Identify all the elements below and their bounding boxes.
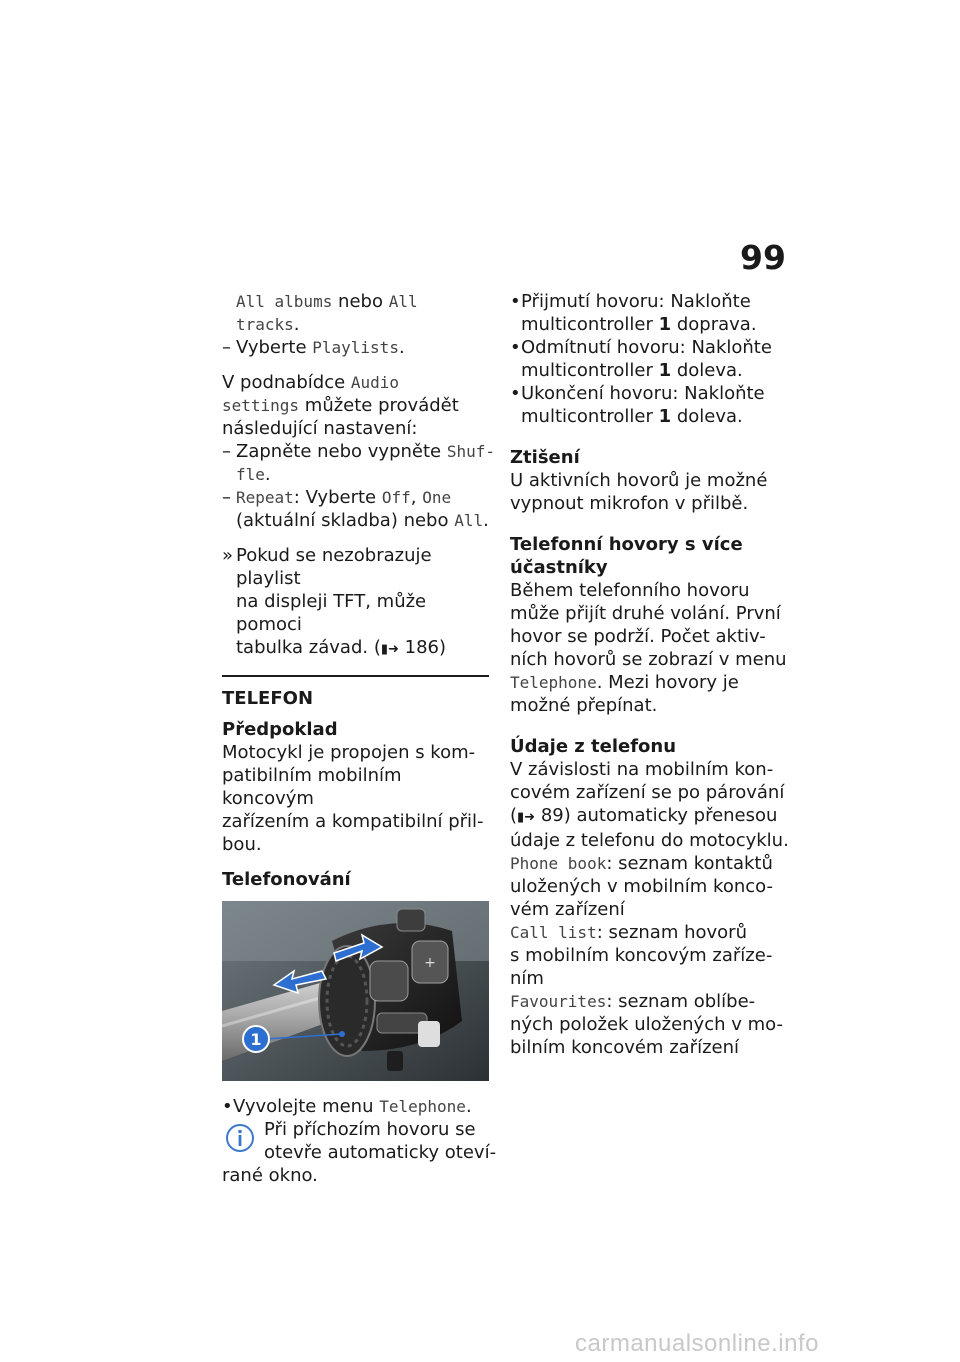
page-number: 99: [740, 238, 786, 277]
list-item-shuffle: – Zapněte nebo vypněte Shuf-: [222, 441, 496, 462]
handlebar-controls-photo: [222, 901, 489, 1081]
callout-number: 1: [250, 1030, 262, 1049]
info-icon: [224, 1122, 256, 1154]
watermark: carmanualsonline.info: [575, 1330, 819, 1357]
page-ref-arrow-icon: ▮➜: [380, 642, 399, 657]
heading-conference: Telefonní hovory s více účastníky: [510, 534, 743, 578]
code-all-albums: All albums: [236, 292, 333, 311]
bullet-end-call: • Ukončení hovoru: Nakloňte multicontroller 1 doleva.: [510, 383, 765, 427]
section-divider: [222, 675, 489, 677]
heading-predpoklad: Předpoklad: [222, 719, 338, 740]
list-item-playlists: – Vyberte Playlists.: [222, 337, 405, 358]
left-column: All albums nebo All tracks. – Vyberte Playlists. V podnabídce Audio settings můžete provádět následující nastavení: – Zapněte nebo vypněte Shuf- fle. – Repeat: Vyberte Off, One (aktuální skladba) nebo All. » Pokud se nezobrazuje playlist na displeji TFT, může pomoci tabulka závad. (▮➜ 186) TELEFON Předpoklad Motocykl je propojen s kom- patibilním mobilním koncovým zařízením a kompatibilní přil- bou. Telefonování + 1 • Vyvolejte menu Telephone. Při příchozím hovoru se otevře automaticky oteví- rané okno.: [222, 291, 497, 1186]
list-item-repeat: – Repeat: Vyberte Off, One: [222, 487, 452, 508]
audio-settings-intro: V podnabídce Audio settings můžete provádět následující nastavení:: [222, 372, 459, 439]
conference-text: Během telefonního hovoru může přijít druhé volání. První hovor se podrží. Počet aktiv- ních hovorů se zobrazí v menu Telephone. Mezi hovory je možné přepínat.: [510, 580, 787, 716]
right-column: [510, 290, 790, 1059]
heading-udaje: Údaje z telefonu: [510, 736, 677, 757]
page-ref-arrow-icon: ▮➜: [517, 810, 536, 825]
bullet-select-telephone: • Vyvolejte menu Telephone.: [222, 1096, 472, 1117]
result-marker: »: [222, 545, 234, 566]
heading-ztiseni: Ztišení: [510, 447, 580, 468]
result-note: » Pokud se nezobrazuje playlist na displeji TFT, může pomoci tabulka závad. (▮➜ 186): [222, 545, 447, 658]
svg-text:+: +: [424, 955, 436, 971]
udaje-text: V závislosti na mobilním kon- covém zařízení se po párování (▮➜ 89) automaticky přenesou údaje z telefonu do motocyklu. Phone book: seznam kontaktů uložených v mobilním konco- vém zařízení Call list: seznam hovorů s mobilním koncovým zaříze- ním Favourites: seznam oblíbe- ných položek uložených v mo- bilním koncovém zařízení: [510, 759, 789, 1058]
code-tracks: tracks: [236, 315, 294, 334]
heading-telefonovani: Telefonování: [222, 869, 351, 890]
predpoklad-text: Motocykl je propojen s kom- patibilním mobilním koncovým zařízením a kompatibilní přil- bou.: [222, 742, 484, 855]
info-note: Při příchozím hovoru se otevře automaticky oteví-: [222, 1118, 497, 1164]
bullet-reject-call: • Odmítnutí hovoru: Nakloňte multicontroller 1 doleva.: [510, 337, 772, 381]
section-title-telefon: TELEFON: [222, 688, 314, 709]
ztiseni-text: U aktivních hovorů je možné vypnout mikrofon v přilbě.: [510, 470, 768, 514]
code-all: All: [388, 292, 418, 311]
bullet-accept-call: • Přijmutí hovoru: Nakloňte multicontroller 1 doprava.: [510, 291, 757, 335]
continued-line: All albums nebo All: [236, 291, 418, 312]
